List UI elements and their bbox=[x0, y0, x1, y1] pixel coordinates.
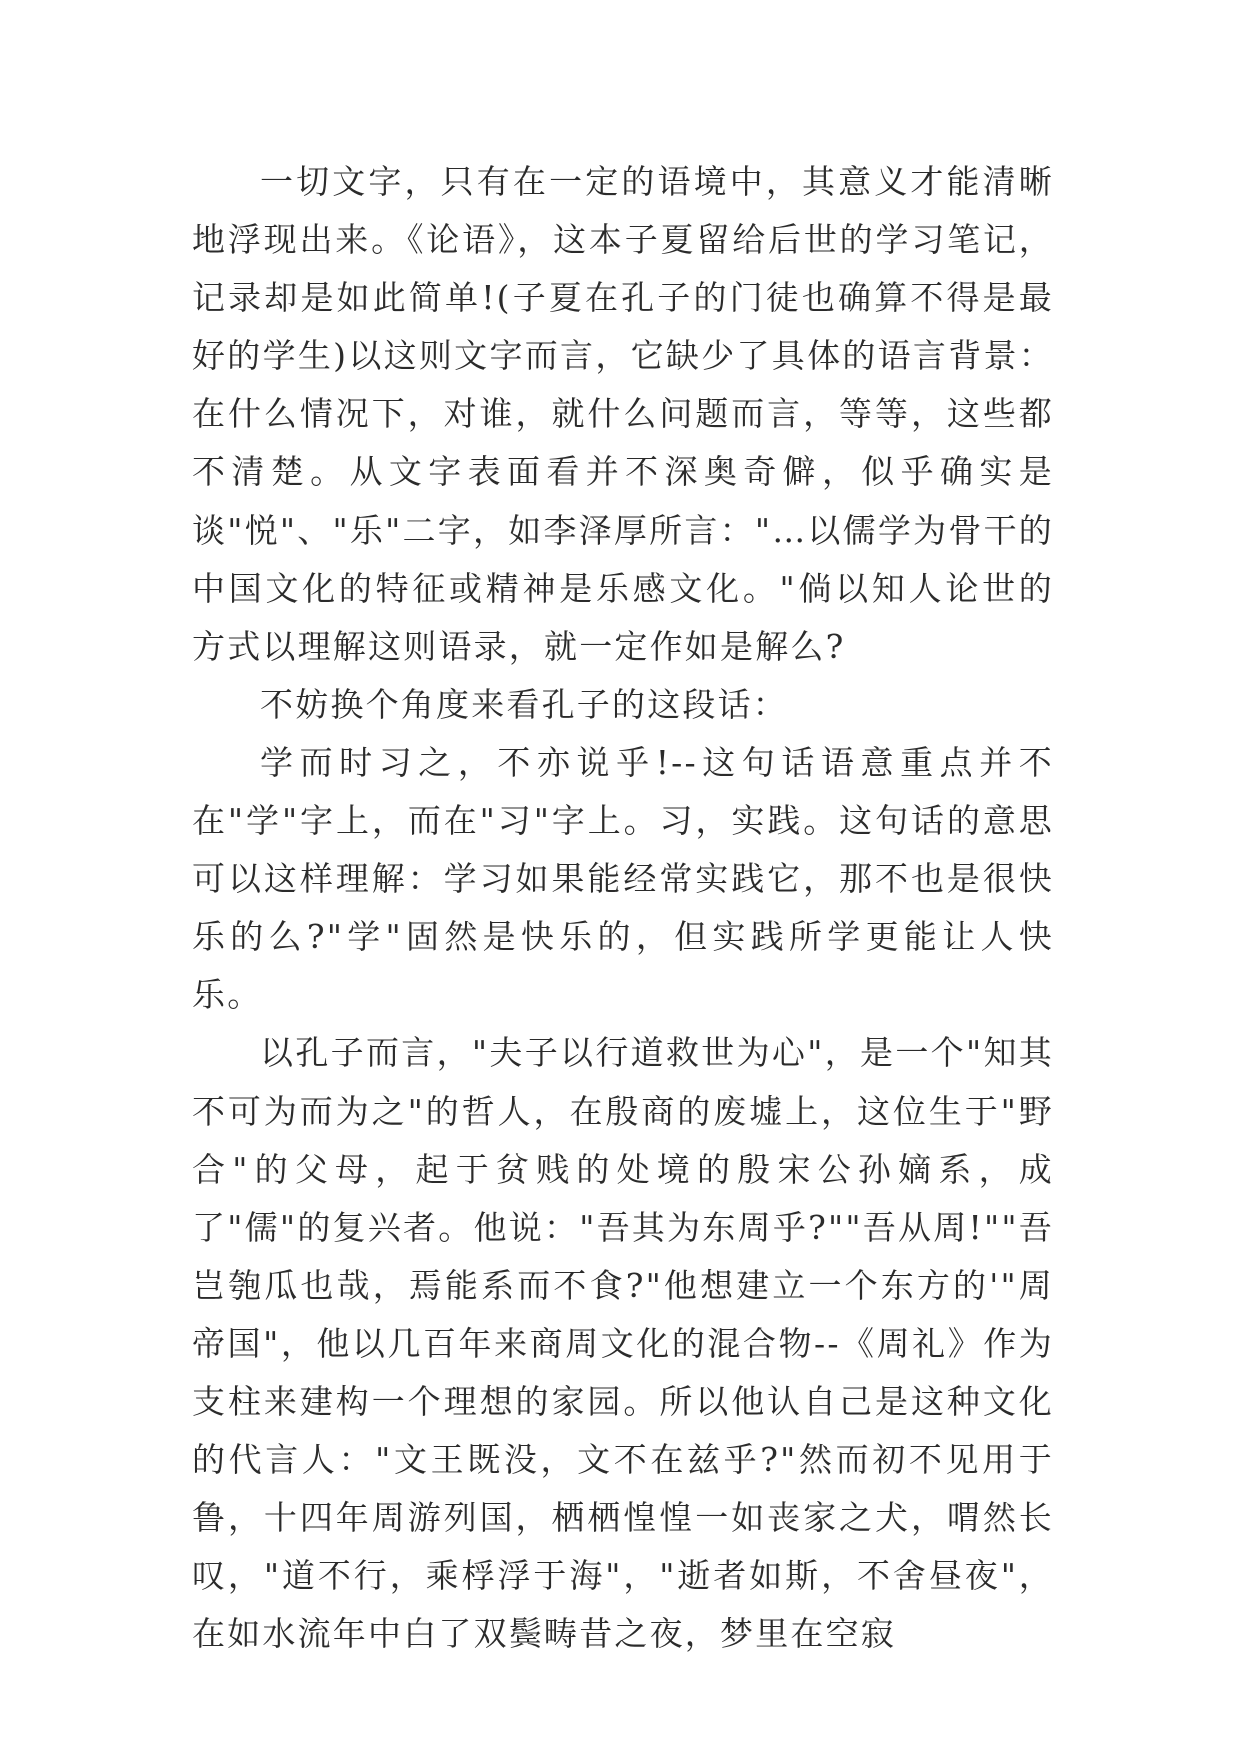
paragraph-4: 以孔子而言，"夫子以行道救世为心"，是一个"知其不可为而为之"的哲人，在殷商的废墟上，这位生于"野合"的父母，起于贫贱的处境的殷宋公孙嫡系，成了"儒"的复兴者。他说："吾其为东周乎?""吾从周!""吾岂匏瓜也哉，焉能系而不食?"他想建立一个东方的'"周帝国"，他以几百年来商周文化的混合物--《周礼》作为支柱来建构一个理想的家园。所以他认自己是这种文化的代言人："文王既没，文不在兹乎?"然而初不见用于鲁，十四年周游列国，栖栖惶惶一如丧家之犬，喟然长叹，"道不行，乘桴浮于海"，"逝者如斯，不舍昼夜"，在如水流年中白了双鬓畴昔之夜，梦里在空寂 bbox=[192, 1033, 1054, 1654]
paragraph-1: 一切文字，只有在一定的语境中，其意义才能清晰地浮现出来。《论语》，这本子夏留给后世的学习笔记，记录却是如此简单!(子夏在孔子的门徒也确算不得是最好的学生)以这则文字而言，它缺少了具体的语言背景：在什么情况下，对谁，就什么问题而言，等等，这些都不清楚。从文字表面看并不深奥奇僻，似乎确实是谈"悦"、"乐"二字，如李泽厚所言："…以儒学为骨干的中国文化的特征或精神是乐感文化。"倘以知人论世的方式以理解这则语录，就一定作如是解么? bbox=[192, 162, 1054, 666]
paragraph-3: 学而时习之，不亦说乎!--这句话语意重点并不在"学"字上，而在"习"字上。习，实践。这句话的意思可以这样理解：学习如果能经常实践它，那不也是很快乐的么?"学"固然是快乐的，但实践所学更能让人快乐。 bbox=[192, 742, 1054, 1015]
body-text bbox=[192, 153, 1054, 1663]
paragraph-2: 不妨换个角度来看孔子的这段话： bbox=[260, 684, 788, 724]
